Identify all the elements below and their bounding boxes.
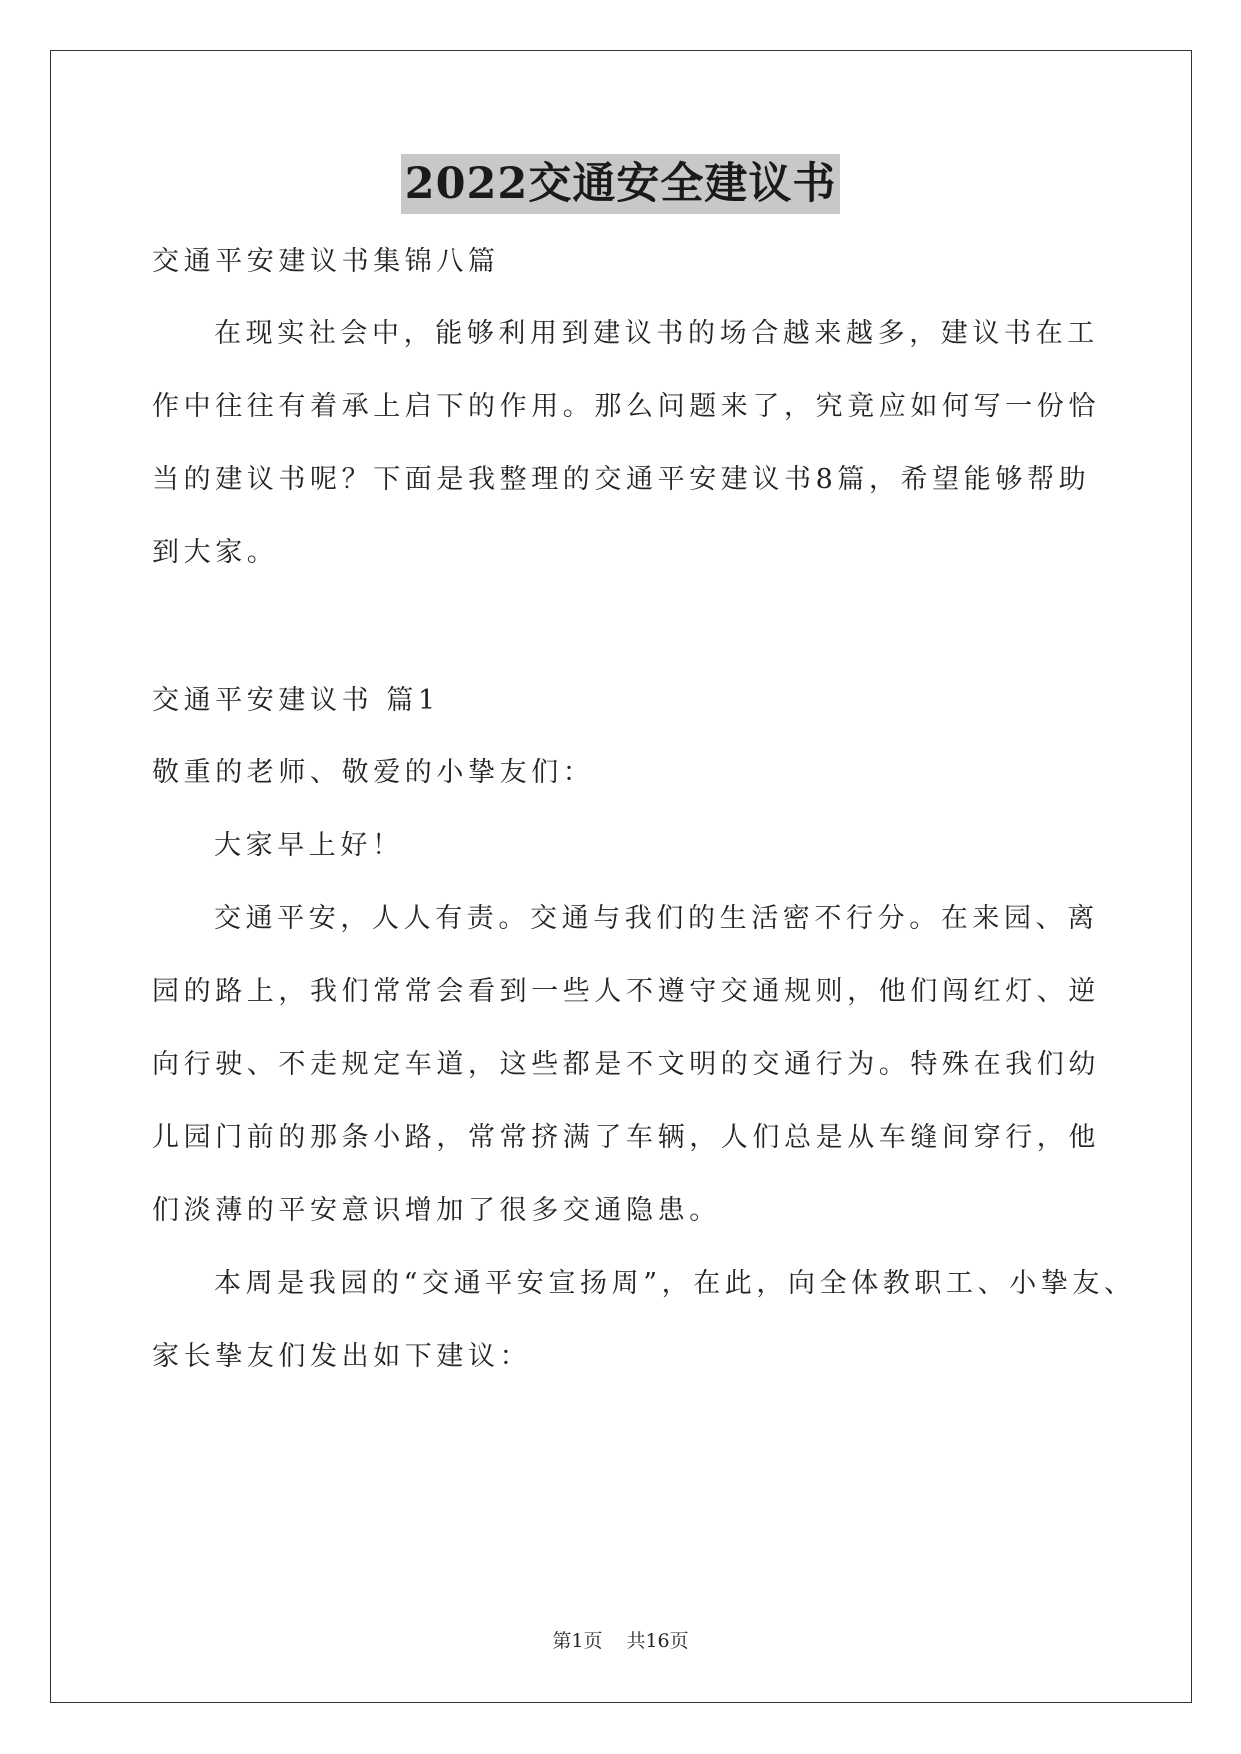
intro-line-1: 在现实社会中，能够利用到建议书的场合越来越多，建议书在工 bbox=[214, 318, 1099, 349]
intro-line-4: 到大家。 bbox=[152, 537, 279, 568]
paragraph2-line-1: 本周是我园的“交通平安宣扬周”，在此，向全体教职工、小挚友、 bbox=[214, 1268, 1136, 1299]
intro-line-3: 当的建议书呢？下面是我整理的交通平安建议书8篇，希望能够帮助 bbox=[152, 464, 1091, 495]
paragraph2-line-2: 家长挚友们发出如下建议： bbox=[152, 1341, 532, 1372]
paragraph1-line-3: 向行驶、不走规定车道，这些都是不文明的交通行为。特殊在我们幼 bbox=[152, 1049, 1100, 1080]
page-number-current: 第1页 bbox=[552, 1630, 603, 1652]
paragraph1-line-5: 们淡薄的平安意识增加了很多交通隐患。 bbox=[152, 1195, 721, 1226]
intro-line-2: 作中往往有着承上启下的作用。那么问题来了，究竟应如何写一份恰 bbox=[152, 391, 1100, 422]
section-heading: 交通平安建议书 篇1 bbox=[152, 685, 440, 716]
salutation: 敬重的老师、敬爱的小挚友们： bbox=[152, 757, 595, 788]
page-number-total: 共16页 bbox=[626, 1630, 689, 1652]
paragraph1-line-4: 儿园门前的那条小路，常常挤满了车辆，人们总是从车缝间穿行，他 bbox=[152, 1122, 1100, 1153]
greeting: 大家早上好！ bbox=[214, 830, 404, 861]
page-border bbox=[50, 50, 1192, 1703]
paragraph1-line-2: 园的路上，我们常常会看到一些人不遵守交通规则，他们闯红灯、逆 bbox=[152, 976, 1100, 1007]
document-title: 2022交通安全建议书 bbox=[401, 154, 841, 214]
subtitle: 交通平安建议书集锦八篇 bbox=[152, 246, 500, 277]
title-container bbox=[0, 154, 1241, 214]
paragraph1-line-1: 交通平安，人人有责。交通与我们的生活密不行分。在来园、离 bbox=[214, 903, 1099, 934]
page-footer bbox=[0, 1626, 1241, 1653]
